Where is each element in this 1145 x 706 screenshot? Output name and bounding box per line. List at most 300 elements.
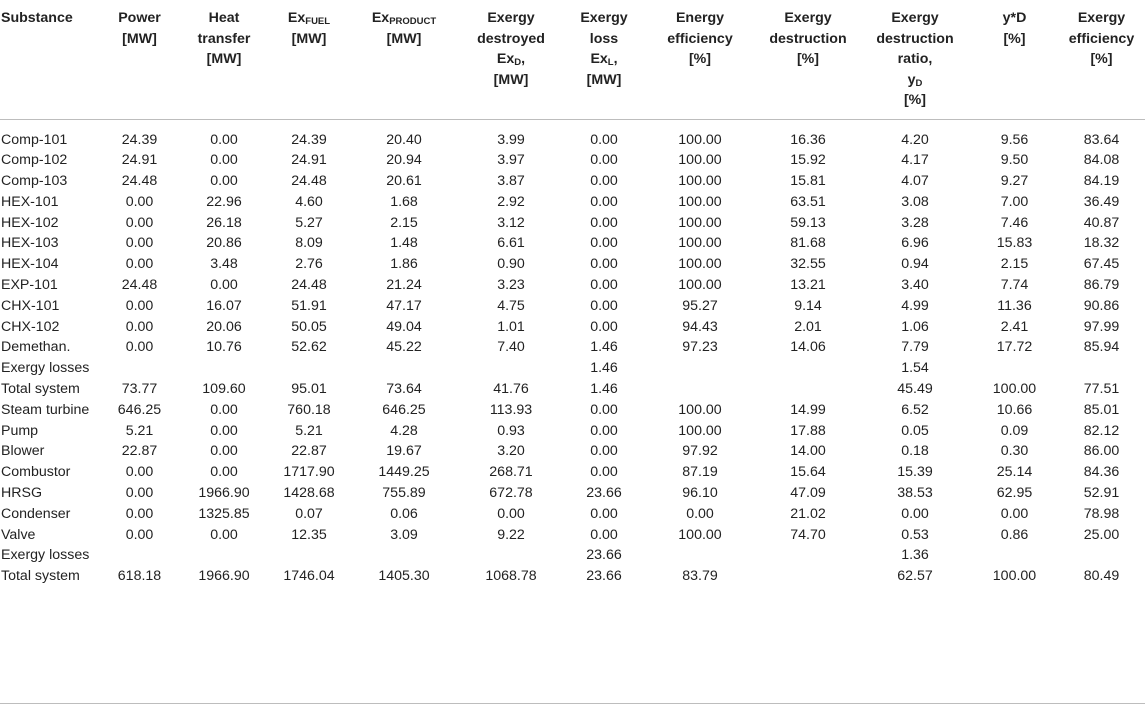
table-cell: 1.86 — [390, 256, 418, 273]
table-cell: 4.17 — [901, 152, 929, 169]
table-cell: 62.95 — [996, 485, 1033, 502]
column-header-line: [MW] — [493, 71, 529, 88]
table-cell: 1.01 — [497, 318, 525, 335]
column-header-line: [MW] — [122, 30, 157, 47]
table-cell: 7.79 — [901, 339, 929, 356]
substance-name: Condenser — [1, 505, 71, 522]
substance-name: HEX-101 — [1, 193, 59, 210]
table-cell — [98, 545, 181, 566]
column-header-line: Power — [118, 10, 161, 26]
table-cell — [1058, 545, 1145, 566]
column-header-line — [859, 70, 971, 91]
table-cell: 73.64 — [386, 381, 422, 398]
table-cell: 7.46 — [1000, 214, 1029, 231]
table-cell: 0.00 — [590, 214, 618, 231]
table-cell: 100.00 — [678, 193, 722, 210]
column-header — [757, 0, 859, 119]
header-symbol: Ex — [371, 10, 390, 26]
column-header — [1058, 0, 1145, 119]
table-cell: 15.64 — [790, 464, 826, 481]
substance-name: HRSG — [1, 485, 42, 502]
table-cell: 14.06 — [790, 339, 826, 356]
header-subscript: D — [915, 77, 923, 89]
table-cell: 2.15 — [390, 214, 418, 231]
table-cell: 646.25 — [382, 401, 426, 418]
table-cell: 5.27 — [295, 214, 323, 231]
table-cell: 45.22 — [386, 339, 422, 356]
substance-name: Combustor — [1, 464, 71, 481]
table-cell: 15.39 — [897, 464, 933, 481]
table-cell: 15.92 — [790, 152, 826, 169]
table-row — [0, 566, 1145, 587]
table-cell: 81.68 — [790, 235, 826, 252]
table-body — [0, 119, 1145, 587]
table-cell — [181, 358, 267, 379]
table-cell: 7.00 — [1000, 193, 1029, 210]
table-cell: 1746.04 — [283, 568, 335, 585]
table-cell: 0.00 — [125, 505, 154, 522]
table-cell: 2.92 — [497, 193, 525, 210]
table-cell: 0.53 — [901, 526, 929, 543]
substance-name: EXP-101 — [1, 277, 58, 294]
table-cell: 100.00 — [678, 214, 722, 231]
table-cell: 96.10 — [682, 485, 718, 502]
table-cell: 13.21 — [790, 277, 826, 294]
header-symbol: Ex — [590, 51, 608, 67]
table-cell: 24.91 — [291, 152, 327, 169]
column-header-line: y*D — [1002, 10, 1027, 26]
table-cell: 4.20 — [901, 131, 929, 148]
table-cell: 0.09 — [1000, 422, 1029, 439]
table-cell: 21.02 — [790, 505, 826, 522]
header-subscript: PRODUCT — [389, 16, 437, 27]
table-cell: 59.13 — [790, 214, 826, 231]
table-cell: 4.75 — [497, 297, 525, 314]
table-cell: 0.00 — [125, 526, 154, 543]
table-cell: 87.19 — [682, 464, 718, 481]
table-row — [0, 171, 1145, 192]
table-cell: 4.28 — [390, 422, 418, 439]
header-symbol: Ex — [496, 51, 515, 67]
column-header-line: [%] — [1090, 51, 1113, 67]
table-cell: 21.24 — [386, 277, 422, 294]
table-cell — [971, 358, 1058, 379]
header-subscript: L — [607, 57, 614, 68]
table-cell: 3.12 — [497, 214, 525, 231]
table-cell — [757, 379, 859, 400]
table-cell: 1.06 — [901, 318, 929, 335]
table-cell: 100.00 — [992, 568, 1037, 585]
table-row — [0, 150, 1145, 171]
table-cell: 12.35 — [291, 526, 327, 543]
table-cell: 24.48 — [291, 277, 327, 294]
column-header-line — [457, 49, 565, 70]
table-cell: 1966.90 — [198, 485, 250, 502]
header-symbol: y — [907, 71, 916, 88]
column-header-line: [MW] — [291, 30, 327, 47]
table-cell — [351, 358, 457, 379]
table-cell: 0.00 — [125, 464, 154, 481]
table-cell: 0.00 — [590, 173, 618, 190]
table-cell: 9.22 — [497, 526, 525, 543]
table-row — [0, 119, 1145, 150]
table-cell: 14.00 — [790, 443, 826, 460]
table-cell: 38.53 — [897, 485, 933, 502]
table-cell: 83.64 — [1083, 131, 1120, 148]
table-cell — [1058, 358, 1145, 379]
header-tail: , — [521, 51, 526, 67]
table-cell: 0.00 — [1000, 505, 1029, 522]
header-subscript: FUEL — [305, 16, 331, 27]
table-cell: 4.99 — [901, 297, 929, 314]
table-cell: 0.00 — [590, 318, 618, 335]
table-cell: 0.00 — [210, 173, 238, 190]
table-cell — [757, 545, 859, 566]
table-cell: 4.60 — [295, 193, 323, 210]
table-cell: 1068.78 — [485, 568, 537, 585]
column-header — [643, 0, 757, 119]
table-row — [0, 233, 1145, 254]
table-cell: 52.62 — [291, 339, 327, 356]
table-cell: 78.98 — [1083, 505, 1120, 522]
table-cell: 84.19 — [1083, 173, 1120, 190]
header-symbol: Ex — [287, 10, 306, 26]
table-cell: 0.00 — [590, 464, 618, 481]
table-cell: 40.87 — [1083, 214, 1120, 231]
table-cell: 97.99 — [1083, 318, 1120, 335]
table-cell: 3.40 — [901, 277, 929, 294]
table-cell: 86.00 — [1083, 443, 1120, 460]
table-cell: 0.00 — [590, 422, 618, 439]
table-cell: 3.28 — [901, 214, 929, 231]
table-cell: 9.56 — [1000, 131, 1029, 148]
column-header — [859, 0, 971, 119]
table-cell: 100.00 — [678, 277, 722, 294]
table-cell: 0.00 — [125, 485, 154, 502]
table-cell: 0.00 — [590, 277, 618, 294]
table-cell: 0.00 — [210, 464, 238, 481]
column-header-line — [267, 8, 351, 29]
table-cell: 90.86 — [1083, 297, 1120, 314]
table-cell: 100.00 — [678, 422, 722, 439]
substance-name: Total system — [1, 568, 80, 585]
table-cell: 0.00 — [125, 214, 154, 231]
table-row — [0, 192, 1145, 213]
table-cell: 0.00 — [210, 152, 238, 169]
table-cell: 1449.25 — [378, 464, 430, 481]
table-cell: 52.91 — [1083, 485, 1120, 502]
table-cell: 67.45 — [1083, 256, 1120, 273]
table-cell — [181, 545, 267, 566]
table-cell: 0.30 — [1000, 443, 1029, 460]
table-cell: 0.00 — [125, 235, 154, 252]
table-cell: 86.79 — [1083, 277, 1120, 294]
table-cell: 3.23 — [497, 277, 525, 294]
table-cell: 82.12 — [1083, 422, 1120, 439]
table-cell — [643, 545, 757, 566]
table-cell: 25.00 — [1083, 526, 1120, 543]
substance-name: Blower — [1, 443, 45, 460]
table-cell: 0.00 — [210, 422, 238, 439]
table-row — [0, 400, 1145, 421]
table-cell: 26.18 — [206, 214, 242, 231]
table-cell: 100.00 — [678, 401, 722, 418]
table-cell: 8.09 — [295, 235, 323, 252]
table-row — [0, 254, 1145, 275]
table-row — [0, 213, 1145, 234]
column-header-line: [%] — [1003, 30, 1026, 47]
substance-name: Pump — [1, 422, 39, 439]
table-cell: 3.87 — [497, 173, 525, 190]
column-header — [181, 0, 267, 119]
column-header-line: efficiency — [667, 30, 733, 47]
table-cell: 77.51 — [1083, 381, 1120, 398]
table-row — [0, 504, 1145, 525]
table-cell: 3.48 — [210, 256, 238, 273]
table-cell: 10.76 — [206, 339, 242, 356]
table-cell — [643, 379, 757, 400]
table-cell: 0.93 — [497, 422, 525, 439]
table-cell: 0.00 — [590, 193, 618, 210]
column-header-line: destruction — [876, 30, 954, 47]
table-cell: 22.87 — [121, 443, 158, 460]
table-cell: 2.41 — [1000, 318, 1029, 335]
table-cell: 646.25 — [117, 401, 162, 418]
column-header-line: destruction — [769, 30, 847, 47]
substance-name: HEX-103 — [1, 235, 59, 252]
table-cell: 74.70 — [790, 526, 826, 543]
table-cell: 10.66 — [996, 401, 1033, 418]
table-cell: 6.96 — [901, 235, 929, 252]
table-row — [0, 421, 1145, 442]
table-cell: 20.94 — [386, 152, 422, 169]
table-row — [0, 525, 1145, 546]
table-row — [0, 462, 1145, 483]
table-cell: 25.14 — [996, 464, 1033, 481]
table-cell: 3.97 — [497, 152, 525, 169]
table-cell: 0.06 — [390, 505, 418, 522]
table-cell: 51.91 — [291, 297, 327, 314]
table-cell: 2.76 — [295, 256, 323, 273]
table-cell: 100.00 — [678, 173, 722, 190]
column-header-line — [351, 8, 457, 29]
table-row — [0, 275, 1145, 296]
table-cell — [457, 545, 565, 566]
table-cell: 113.93 — [489, 401, 533, 418]
table-cell: 0.00 — [590, 297, 618, 314]
table-cell: 1.54 — [901, 360, 929, 377]
table-cell: 41.76 — [493, 381, 529, 398]
table-cell: 1.46 — [590, 360, 618, 377]
table-row — [0, 317, 1145, 338]
column-header-line: Exergy — [580, 10, 628, 26]
table-cell: 49.04 — [386, 318, 422, 335]
table-cell: 0.00 — [590, 401, 618, 418]
table-cell — [757, 566, 859, 587]
substance-name: Total system — [1, 381, 80, 398]
column-header-line: [MW] — [586, 71, 622, 88]
table-cell: 100.00 — [992, 381, 1037, 398]
table-cell: 0.00 — [210, 401, 238, 418]
column-header-line: destroyed — [477, 30, 545, 47]
table-cell — [98, 358, 181, 379]
table-cell: 0.00 — [210, 526, 238, 543]
table-cell: 268.71 — [489, 464, 533, 481]
table-cell: 0.00 — [497, 505, 525, 522]
table-cell: 23.66 — [586, 547, 622, 564]
table-cell: 17.88 — [790, 422, 826, 439]
column-header-line: transfer — [197, 30, 251, 47]
table-cell: 20.61 — [386, 173, 422, 190]
table-cell: 7.74 — [1000, 277, 1029, 294]
substance-name: CHX-101 — [1, 297, 60, 314]
table-header — [0, 0, 1145, 119]
table-cell: 100.00 — [678, 256, 722, 273]
table-cell: 0.00 — [686, 505, 714, 522]
table-cell: 0.00 — [125, 339, 154, 356]
table-cell: 1.46 — [590, 339, 618, 356]
table-cell: 95.27 — [682, 297, 718, 314]
table-cell: 47.09 — [790, 485, 826, 502]
table-cell: 2.01 — [794, 318, 822, 335]
table-cell: 4.07 — [901, 173, 929, 190]
table-cell: 97.92 — [682, 443, 718, 460]
table-cell: 0.00 — [590, 235, 618, 252]
table-cell: 1405.30 — [378, 568, 430, 585]
table-cell: 80.49 — [1083, 568, 1120, 585]
table-cell: 100.00 — [678, 235, 722, 252]
table-cell: 755.89 — [382, 485, 426, 502]
table-cell: 6.52 — [901, 401, 929, 418]
table-cell: 85.94 — [1083, 339, 1120, 356]
table-cell: 15.83 — [996, 235, 1033, 252]
table-cell: 1966.90 — [198, 568, 250, 585]
table-cell: 760.18 — [287, 401, 331, 418]
table-cell: 0.00 — [590, 526, 618, 543]
column-header-line: efficiency — [1068, 30, 1135, 47]
table-cell: 19.67 — [386, 443, 422, 460]
table-cell: 22.87 — [291, 443, 327, 460]
table-cell: 24.39 — [291, 131, 327, 148]
table-cell: 100.00 — [678, 131, 722, 148]
table-cell: 0.00 — [125, 297, 154, 314]
table-cell: 6.61 — [497, 235, 525, 252]
table-cell: 618.18 — [117, 568, 162, 585]
column-header-line: Exergy — [487, 10, 535, 26]
table-cell: 24.48 — [121, 173, 158, 190]
table-cell: 9.27 — [1000, 173, 1029, 190]
column-header-line: Heat — [208, 10, 240, 26]
table-cell: 1428.68 — [283, 485, 335, 502]
substance-name: HEX-104 — [1, 256, 59, 273]
column-header-line: Substance — [1, 10, 73, 26]
table-cell: 15.81 — [790, 173, 826, 190]
table-cell: 0.90 — [497, 256, 525, 273]
table-bottom-rule — [0, 703, 1145, 704]
table-cell: 23.66 — [586, 485, 622, 502]
table-cell: 63.51 — [790, 193, 826, 210]
table-cell: 2.15 — [1000, 256, 1029, 273]
table-cell: 95.01 — [291, 381, 327, 398]
header-subscript: D — [514, 57, 522, 68]
substance-name: Exergy losses — [1, 547, 90, 564]
table-cell: 47.17 — [386, 297, 422, 314]
table-cell — [267, 358, 351, 379]
table-cell: 0.00 — [210, 443, 238, 460]
table-row — [0, 545, 1145, 566]
table-cell: 62.57 — [897, 568, 933, 585]
table-cell: 18.32 — [1083, 235, 1120, 252]
table-cell: 3.20 — [497, 443, 525, 460]
table-cell — [351, 545, 457, 566]
table-cell: 97.23 — [682, 339, 718, 356]
table-cell: 100.00 — [678, 526, 722, 543]
substance-name: Steam turbine — [1, 401, 90, 418]
table-cell: 0.86 — [1000, 526, 1029, 543]
column-header — [267, 0, 351, 119]
table-cell: 9.50 — [1000, 152, 1029, 169]
column-header-line: [%] — [796, 51, 820, 67]
table-row — [0, 441, 1145, 462]
substance-name: Demethan. — [1, 339, 71, 356]
table-cell: 109.60 — [202, 381, 246, 398]
table-cell: 11.36 — [997, 297, 1032, 314]
table-cell: 3.99 — [497, 131, 525, 148]
substance-name: Comp-103 — [1, 173, 68, 190]
table-cell: 0.07 — [295, 505, 323, 522]
table-cell — [457, 358, 565, 379]
column-header-line: [MW] — [206, 51, 242, 67]
substance-name: HEX-102 — [1, 214, 59, 231]
column-header-line: [MW] — [386, 30, 422, 47]
column-header-line — [565, 49, 643, 70]
substance-name: CHX-102 — [1, 318, 60, 335]
column-header — [971, 0, 1058, 119]
table-cell: 50.05 — [291, 318, 327, 335]
table-cell: 1.46 — [590, 381, 618, 398]
table-cell: 85.01 — [1083, 401, 1120, 418]
table-cell: 16.07 — [206, 297, 242, 314]
column-header-line: [%] — [688, 51, 712, 67]
table-cell: 9.14 — [794, 297, 822, 314]
table-cell: 1.36 — [901, 547, 929, 564]
table-cell: 83.79 — [682, 568, 718, 585]
table-cell: 0.00 — [125, 256, 154, 273]
column-header-line: ratio, — [897, 51, 933, 67]
column-header-line: Energy — [675, 10, 725, 26]
table-cell: 0.00 — [590, 443, 618, 460]
table-cell: 3.08 — [901, 193, 929, 210]
table-cell: 0.00 — [590, 131, 618, 148]
table-cell: 0.00 — [590, 152, 618, 169]
table-cell: 1717.90 — [283, 464, 335, 481]
substance-name: Comp-101 — [1, 131, 68, 148]
table-cell: 20.86 — [206, 235, 242, 252]
header-tail: , — [613, 51, 618, 67]
column-header-line: Exergy — [784, 10, 832, 26]
substance-name: Exergy losses — [1, 360, 90, 377]
table-cell: 24.91 — [121, 152, 158, 169]
table-cell: 23.66 — [586, 568, 622, 585]
table-cell — [643, 358, 757, 379]
table-cell: 24.48 — [121, 277, 158, 294]
table-cell: 20.40 — [386, 131, 422, 148]
table-cell — [267, 545, 351, 566]
table-cell: 0.00 — [210, 131, 238, 148]
table-row — [0, 379, 1145, 400]
table-cell: 14.99 — [790, 401, 826, 418]
table-cell: 0.00 — [901, 505, 929, 522]
